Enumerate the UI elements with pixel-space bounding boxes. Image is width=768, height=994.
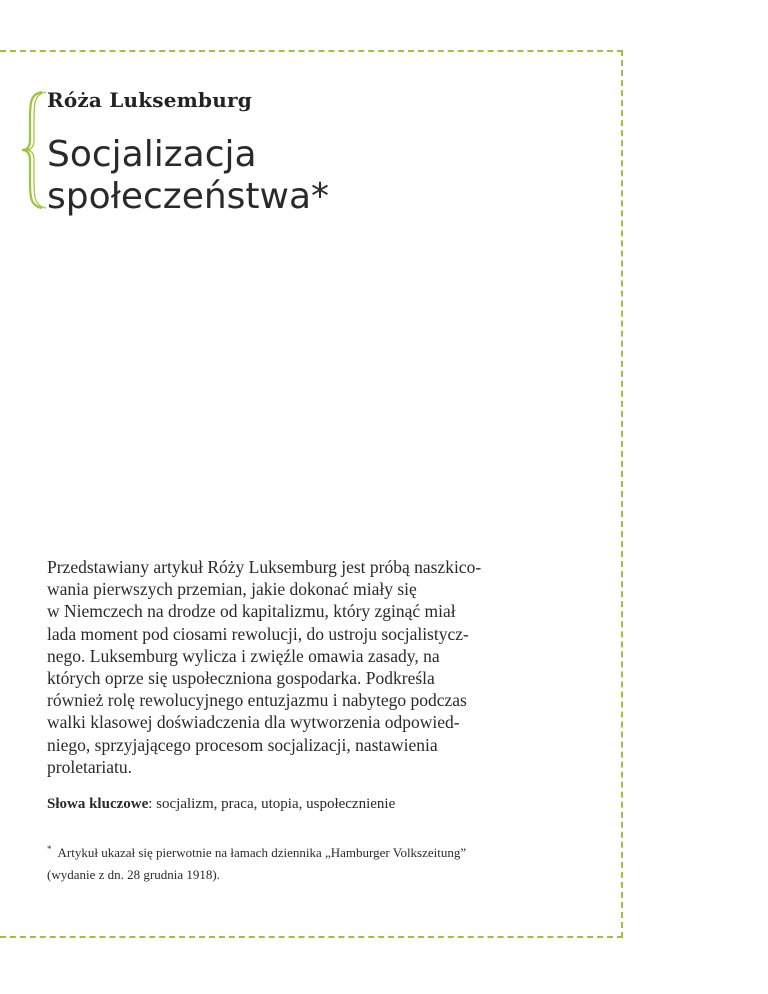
- abstract-line: proletariatu.: [47, 756, 133, 777]
- curly-brace-ornament: [20, 90, 46, 210]
- keywords-values: : socjalizm, praca, utopia, uspołecznienie: [148, 796, 396, 812]
- footnote-line-1: [47, 838, 567, 864]
- title-line-1: Socjalizacja: [47, 134, 257, 175]
- abstract-line: Przedstawiany artykuł Róży Luksemburg jest próbą naszkico-: [47, 557, 482, 577]
- abstract-line: w Niemczech na drodze od kapitalizmu, który zginąć miał: [47, 601, 456, 622]
- footnote-marker: *: [47, 844, 52, 854]
- abstract-line: również rolę rewolucyjnego entuzjazmu i nabytego podczas: [47, 690, 467, 711]
- keywords-label: Słowa kluczowe: [47, 796, 149, 812]
- footnote: [47, 838, 567, 886]
- abstract-line: walki klasowej doświadczenia dla wytworzenia odpowied-: [47, 712, 460, 733]
- author-name: Róża Luksemburg: [47, 88, 252, 112]
- abstract-line: których oprze się uspołeczniona gospodarka. Podkreśla: [47, 668, 435, 689]
- keywords: [47, 796, 395, 813]
- title-line-2: społeczeństwa*: [47, 176, 330, 217]
- article-title: [47, 134, 329, 218]
- footnote-line-2: (wydanie z dn. 28 grudnia 1918).: [47, 867, 220, 882]
- abstract-line: nego. Luksemburg wylicza i zwięźle omawia zasady, na: [47, 645, 440, 666]
- footnote-text-1: Artykuł ukazał się pierwotnie na łamach dziennika „Hamburger Volkszeitung”: [57, 845, 467, 860]
- abstract-line: wania pierwszych przemian, jakie dokonać miały się: [47, 579, 417, 600]
- abstract-line: niego, sprzyjającego procesom socjalizacji, nastawienia: [47, 734, 438, 755]
- abstract-line: lada moment pod ciosami rewolucji, do ustroju socjalistycz-: [47, 623, 469, 644]
- abstract-paragraph: [47, 556, 547, 778]
